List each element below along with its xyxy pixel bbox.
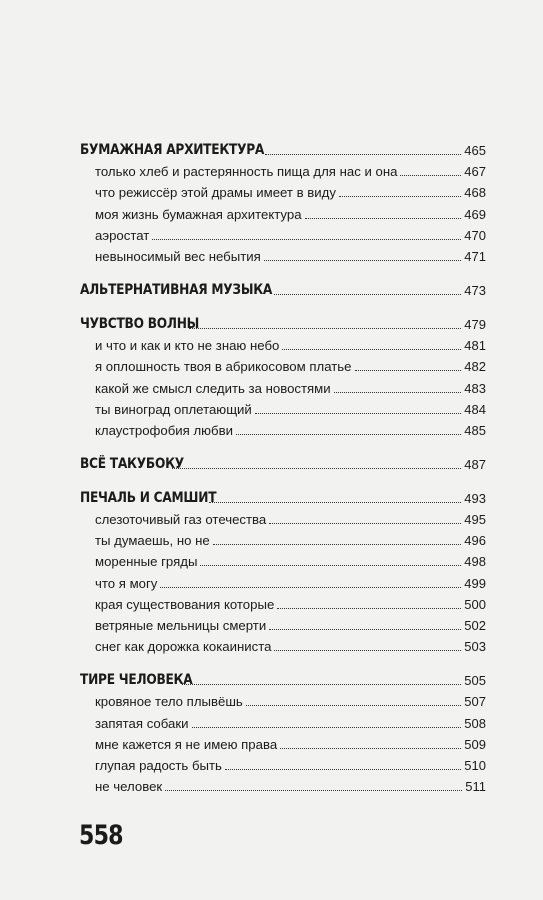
toc-entry (80, 634, 486, 655)
dot-leader (400, 175, 461, 176)
section-title: БУМАЖНАЯ АРХИТЕКТУРА (80, 142, 265, 158)
dot-leader (280, 748, 461, 749)
entry-page-number: 483 (464, 380, 486, 396)
toc-section (80, 451, 486, 473)
dot-leader (355, 370, 462, 371)
entry-page-number: 499 (464, 575, 486, 591)
entry-page-number: 502 (464, 618, 486, 633)
section-title: ЧУВСТВО ВОЛНЫ (80, 315, 200, 332)
section-heading (80, 311, 486, 333)
dot-leader (182, 684, 462, 685)
entry-title: края существования которые (95, 596, 275, 612)
dot-leader (246, 705, 462, 706)
toc-entry (80, 418, 486, 439)
section-page-number: 487 (464, 456, 486, 472)
toc-entry (80, 613, 486, 634)
entry-page-number: 484 (464, 401, 486, 417)
entry-title: мне кажется я не имею права (95, 736, 278, 752)
entry-title: снег как дорожка кокаиниста (95, 639, 272, 655)
toc-entry (80, 549, 486, 570)
entry-page-number: 496 (464, 533, 486, 549)
entry-page-number: 485 (464, 422, 486, 438)
section-heading (80, 277, 486, 299)
dot-leader (152, 239, 461, 240)
section-page-number: 505 (464, 673, 486, 689)
entry-page-number: 511 (465, 779, 486, 795)
entry-title: моренные гряды (95, 554, 198, 570)
section-heading (80, 137, 486, 159)
dot-leader (160, 587, 461, 588)
section-page-number: 465 (464, 143, 486, 158)
toc-entry (80, 732, 486, 753)
toc-entry (80, 774, 486, 795)
dot-leader (269, 523, 461, 524)
toc-entry (80, 375, 486, 396)
toc-section (80, 485, 486, 655)
dot-leader (200, 565, 461, 566)
dot-leader (305, 218, 462, 219)
toc-section (80, 311, 486, 439)
entry-title: аэростат (95, 227, 150, 243)
toc-entry (80, 710, 486, 731)
entry-title: ты виноград оплетающий (95, 401, 252, 417)
entry-title: невыносимый вес небытия (95, 248, 261, 264)
entry-title: что я могу (95, 575, 158, 591)
toc-entry (80, 570, 486, 591)
entry-page-number: 467 (464, 164, 486, 180)
section-page-number: 493 (464, 490, 486, 506)
dot-leader (265, 154, 461, 155)
toc-section (80, 137, 486, 265)
dot-leader (225, 769, 461, 770)
section-title: ТИРЕ ЧЕЛОВЕКА (80, 672, 193, 689)
dot-leader (192, 727, 462, 728)
entry-page-number: 469 (464, 206, 486, 222)
entry-page-number: 471 (464, 248, 486, 264)
toc-entry (80, 223, 486, 244)
dot-leader (269, 629, 461, 630)
entry-page-number: 482 (464, 359, 486, 375)
entry-page-number: 503 (464, 639, 486, 655)
entry-page-number: 495 (464, 512, 486, 528)
entry-page-number: 509 (464, 736, 486, 752)
toc-entry (80, 689, 486, 710)
entry-title: запятая собаки (95, 715, 189, 731)
dot-leader (264, 260, 462, 261)
entry-title: кровяное тело плывёшь (95, 694, 243, 710)
toc-entry (80, 333, 486, 354)
dot-leader (255, 413, 462, 414)
table-of-contents (80, 137, 486, 807)
dot-leader (282, 349, 461, 350)
toc-entry (80, 244, 486, 265)
entry-page-number: 481 (464, 338, 486, 354)
page-number: 558 (79, 820, 123, 851)
section-page-number: 473 (464, 282, 486, 298)
section-heading (80, 485, 486, 507)
dot-leader (274, 294, 461, 295)
entry-title: я оплошность твоя в абрикосовом платье (95, 359, 352, 375)
section-heading (80, 667, 486, 689)
dot-leader (274, 650, 461, 651)
entry-page-number: 498 (464, 554, 486, 570)
entry-page-number: 507 (464, 694, 486, 710)
toc-entry (80, 507, 486, 528)
section-heading (80, 451, 486, 473)
entry-title: какой же смысл следить за новостями (95, 380, 331, 396)
entry-title: моя жизнь бумажная архитектура (95, 206, 302, 222)
entry-title: клаустрофобия любви (95, 422, 233, 438)
toc-entry (80, 753, 486, 774)
entry-title: ты думаешь, но не (95, 533, 210, 549)
toc-entry (80, 528, 486, 549)
section-title: ПЕЧАЛЬ И САМШИТ (80, 489, 217, 506)
dot-leader (189, 328, 461, 329)
dot-leader (236, 434, 461, 435)
entry-page-number: 508 (464, 715, 486, 731)
toc-entry (80, 201, 486, 222)
toc-entry (80, 354, 486, 375)
entry-title: только хлеб и растерянность пища для нас и она (95, 164, 398, 180)
toc-entry (80, 397, 486, 418)
entry-page-number: 500 (464, 596, 486, 612)
toc-entry (80, 180, 486, 201)
section-title: ВСЁ ТАКУБОКУ (80, 455, 184, 472)
section-title: АЛЬТЕРНАТИВНАЯ МУЗЫКА (80, 281, 273, 298)
entry-page-number: 510 (464, 757, 486, 773)
entry-page-number: 468 (464, 185, 486, 201)
entry-title: глупая радость быть (95, 757, 222, 773)
dot-leader (213, 544, 462, 545)
toc-entry (80, 159, 486, 180)
entry-title: ветряные мельницы смерти (95, 618, 267, 633)
dot-leader (172, 468, 461, 469)
entry-title: что режиссёр этой драмы имеет в виду (95, 185, 336, 201)
entry-title: не человек (95, 779, 163, 795)
dot-leader (334, 392, 462, 393)
dot-leader (209, 502, 461, 503)
entry-title: слезоточивый газ отечества (95, 512, 267, 528)
entry-title: и что и как и кто не знаю небо (95, 338, 280, 354)
toc-entry (80, 592, 486, 613)
dot-leader (165, 790, 462, 791)
section-page-number: 479 (464, 316, 486, 332)
dot-leader (277, 608, 461, 609)
dot-leader (339, 196, 461, 197)
entry-page-number: 470 (464, 227, 486, 243)
toc-section (80, 667, 486, 795)
toc-section (80, 277, 486, 299)
